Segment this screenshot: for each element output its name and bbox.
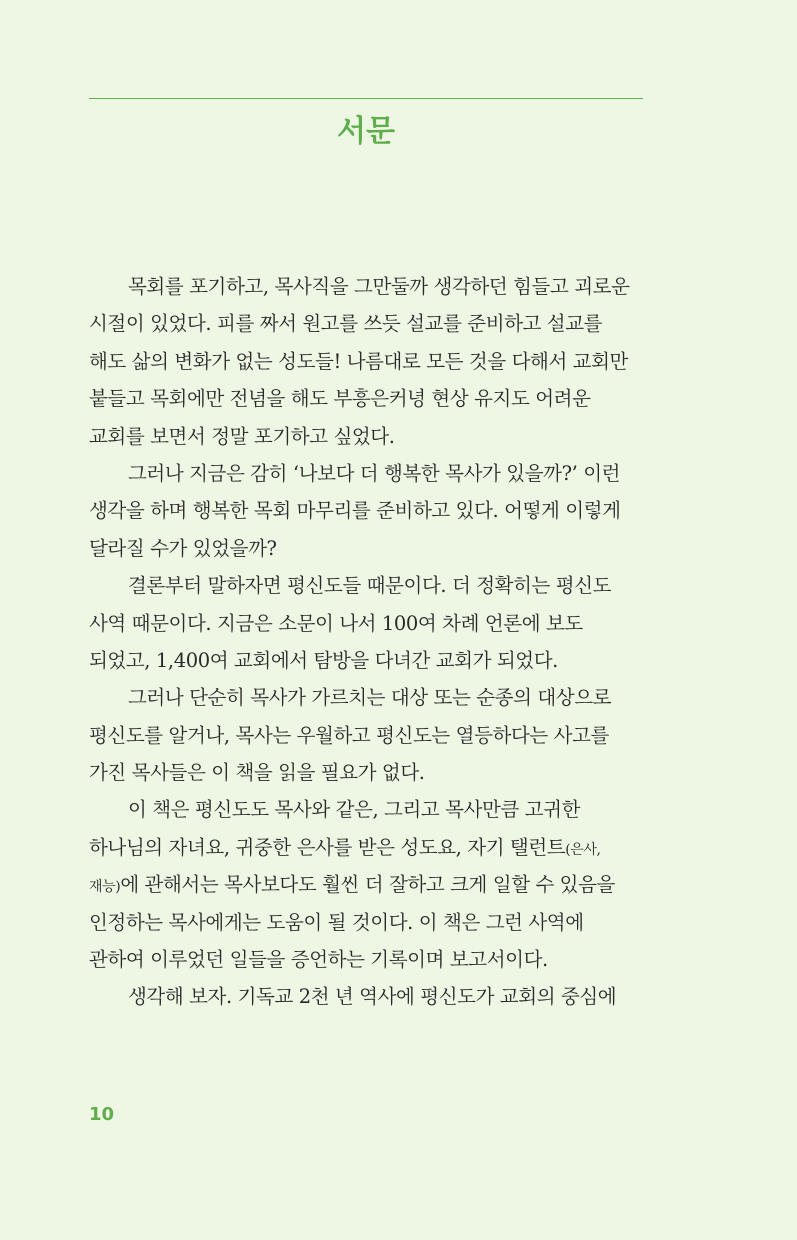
text-line: 해도 삶의 변화가 없는 성도들! 나름대로 모든 것을 다해서 교회만 [89,349,628,373]
header-rule [89,98,643,99]
text-line: 사역 때문이다. 지금은 소문이 나서 100여 차례 언론에 보도 [89,611,583,635]
chapter-title: 서문 [337,114,395,149]
text-line: 결론부터 말하자면 평신도들 때문이다. 더 정확히는 평신도 [128,574,612,598]
page-number: 10 [89,1104,115,1125]
text-line: 달라질 수가 있었을까? [89,536,277,560]
text-segment: 하나님의 자녀요, 귀중한 은사를 받은 성도요, 자기 탤런트 [89,835,566,859]
inline-note: 재능) [89,879,121,896]
text-line: 붙들고 목회에만 전념을 해도 부흥은커녕 현상 유지도 어려운 [89,387,591,411]
text-line: 생각을 하며 행복한 목회 마무리를 준비하고 있다. 어떻게 이렇게 [89,499,621,523]
text-line: 평신도를 알거나, 목사는 우월하고 평신도는 열등하다는 사고를 [89,723,609,747]
text-line: 그러나 지금은 감히 ‘나보다 더 행복한 목사가 있을까?’ 이런 [128,461,621,485]
text-line: 인정하는 목사에게는 도움이 될 것이다. 이 책은 그런 사역에 [89,910,584,934]
text-line: 되었고, 1,400여 교회에서 탐방을 다녀간 교회가 되었다. [89,648,558,672]
text-segment: 에 관해서는 목사보다도 훨씬 더 잘하고 크게 일할 수 있음을 [120,873,615,897]
inline-note: (은사, [565,841,601,858]
text-line: 시절이 있었다. 피를 짜서 원고를 쓰듯 설교를 준비하고 설교를 [89,312,603,336]
text-line [89,866,649,903]
text-line: 생각해 보자. 기독교 2천 년 역사에 평신도가 교회의 중심에 [128,985,617,1009]
text-line: 관하여 이루었던 일들을 증언하는 기록이며 보고서이다. [89,948,548,972]
text-line: 이 책은 평신도도 목사와 같은, 그리고 목사만큼 고귀한 [128,798,581,822]
body-text [89,268,649,1016]
text-line: 그러나 단순히 목사가 가르치는 대상 또는 순종의 대상으로 [128,686,612,710]
text-line [89,829,649,866]
text-line: 목회를 포기하고, 목사직을 그만둘까 생각하던 힘들고 괴로운 [128,275,630,298]
text-line: 교회를 보면서 정말 포기하고 싶었다. [89,424,395,448]
text-line: 가진 목사들은 이 책을 읽을 필요가 없다. [89,761,425,785]
